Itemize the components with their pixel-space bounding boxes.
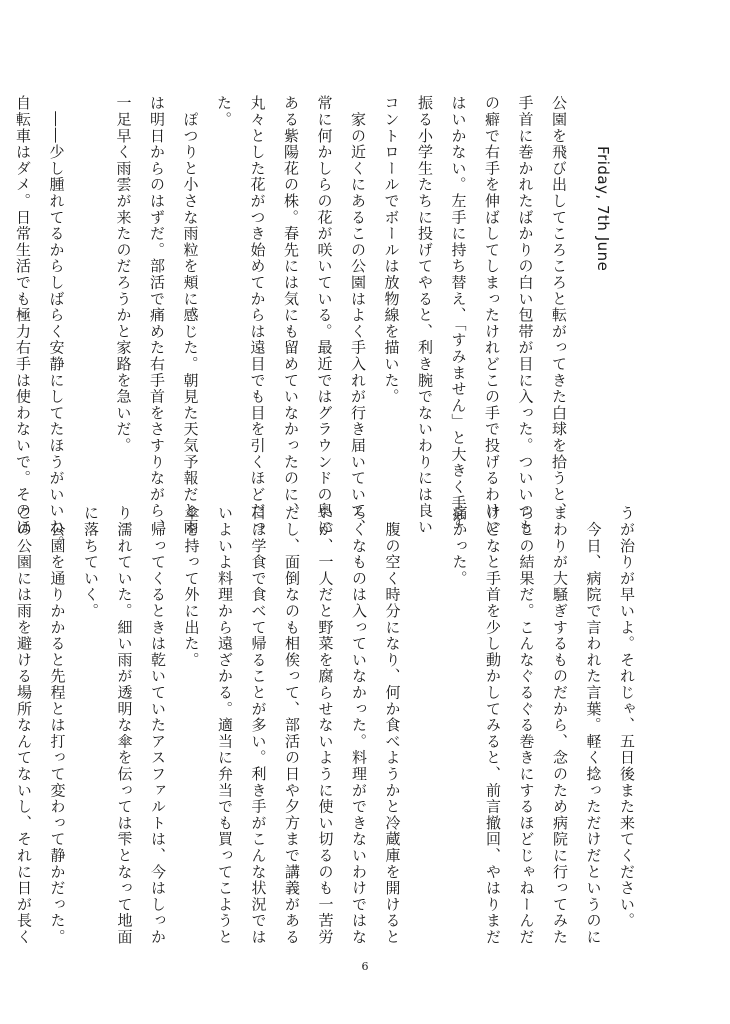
text-line: ろくなものは入っていなかった。料理ができないわけではな (350, 505, 368, 946)
text-block-bottom (15, 505, 643, 946)
text-line: た。 (215, 95, 233, 128)
text-line: 丸々とした花がつき始めてからは遠目でも目を引くほどだっ (248, 95, 267, 536)
page-number: 6 (361, 960, 369, 973)
text-line (73, 95, 107, 510)
text-line: うが治りが早いよ。それじゃ、五日後また来てください。 (618, 505, 636, 929)
text-line: 日は学食で食べて帰ることが多い。利き手がこんな状況では (249, 505, 268, 946)
text-line: らこの結果だ。こんなぐるぐる巻きにするほどじゃねーんだ (517, 505, 536, 946)
text-line: 振る小学生たちに投げてやると、利き腕でないわりには良い (416, 95, 434, 536)
text-line: 腹の空く時分になり、何か食べようかと冷蔵庫を開けると (383, 505, 402, 946)
text-line: 自転車はダメ。日常生活でも極力右手は使わないで。そのほ (14, 95, 32, 536)
text-line: ある紫陽花の株。春先には気にも留めていなかったのに、 (282, 95, 300, 519)
text-line: まわりが大騒ぎするものだから、念のため病院に行ってみた (551, 505, 569, 946)
date-heading: Friday, 7th June (594, 146, 612, 272)
text-line: ぽつりと小さな雨粒を頬に感じた。朝見た天気予報だと雨 (181, 95, 200, 536)
text-line: ――少し腫れてるからしばらく安静にしてたほうがいいね。 (47, 95, 66, 552)
text-line: 傘を持って外に出た。 (182, 505, 201, 668)
text-line: 一足早く雨雲が来たのだろうかと家路を急いだ。 (114, 95, 133, 454)
text-line: り濡れていた。細い雨が透明な傘を伝っては雫となって地面 (115, 505, 134, 946)
text-line: 公園を通りかかると先程とは打って変わって静かだった。 (48, 505, 67, 946)
text-line: に落ちていく。 (82, 505, 100, 620)
text-line: 公園を飛び出してころころと転がってきた白球を拾うと、 (550, 95, 568, 519)
text-line: はいかない。左手に持ち替え、「すみません」と大きく手を (449, 95, 468, 528)
text-line (409, 505, 443, 945)
text-line: の癖で右手を伸ばしてしまったけれどこの手で投げるわけに (483, 95, 501, 536)
text-line: 家の近くにあるこの公園はよく手入れが行き届いていて、 (349, 95, 367, 536)
text-line: いが、一人だと野菜を腐らせないように使い切るのも一苦労 (316, 505, 335, 946)
text-line: 常に何かしらの花が咲いている。最近ではグラウンドの奥に (315, 95, 334, 536)
text-line: 手首に巻かれたばかりの白い包帯が目に入った。ついいつも (516, 95, 535, 536)
text-line: だし、面倒なのも相俟って、部活の日や夕方まで講義がある (283, 505, 301, 946)
text-line: いよいよ料理から遠ざかる。適当に弁当でも買ってこようと (216, 505, 234, 946)
text-line (0, 505, 7, 945)
text-line: 痛かった。 (450, 505, 469, 587)
text-line: この公園には雨を避ける場所なんてないし、それに日が長く (15, 505, 33, 946)
text-line: は明日からのはずだ。部活で痛めた右手首をさすりながら、 (148, 95, 166, 536)
text-line: 今日、病院で言われた言葉。軽く捻っただけだというのに (584, 505, 603, 946)
text-line: けどなと手首を少し動かしてみると、前言撤回、やはりまだ (484, 505, 502, 946)
text-line: コントロールでボールは放物線を描いた。 (382, 95, 401, 405)
text-line: 帰ってくるときは乾いていたアスファルトは、今はしっか (149, 505, 167, 946)
